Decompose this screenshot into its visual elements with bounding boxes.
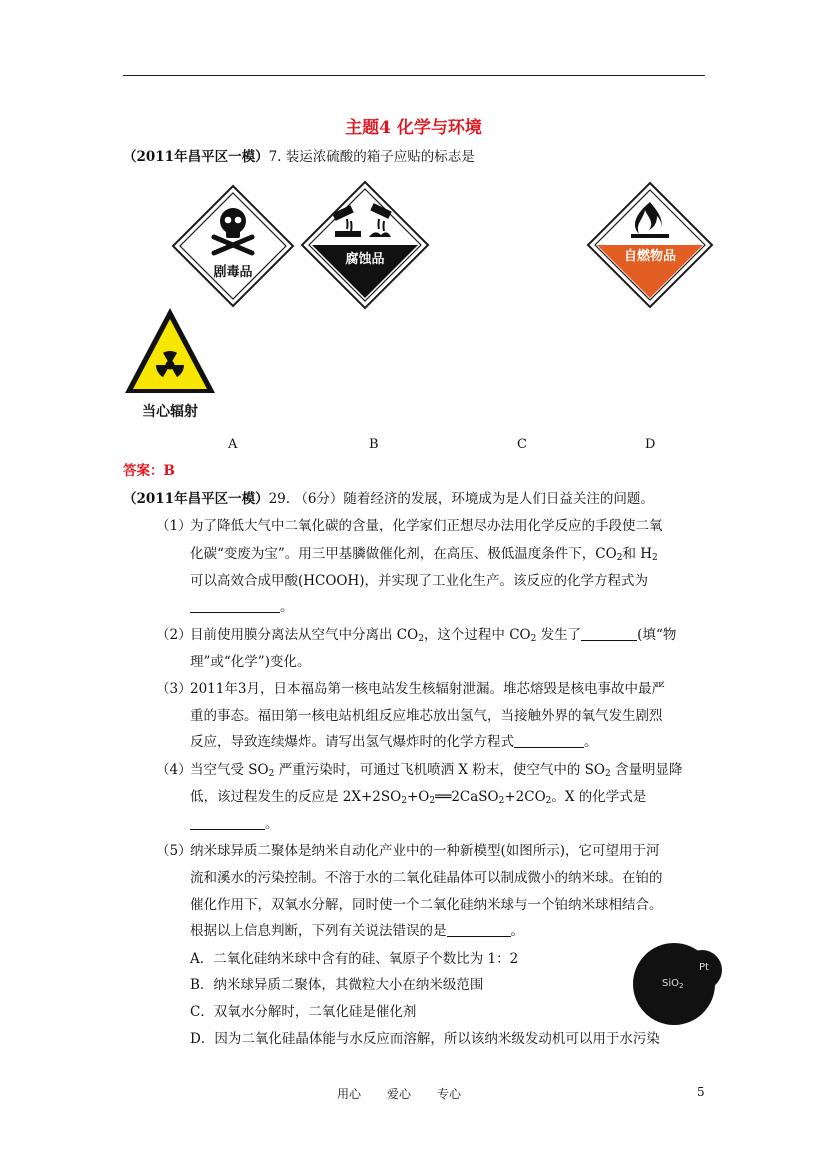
toxic-sign <box>170 183 296 309</box>
subscript: 2 <box>268 769 275 779</box>
part-5-line-4-end: 。 <box>510 923 524 939</box>
option-d-label: D <box>645 437 656 452</box>
answer-blank-2[interactable] <box>581 627 637 641</box>
part-3-line-2: 重的事态。福田第一核电站机组反应堆芯放出氢气，当接触外界的氧气发生剧烈 <box>190 708 663 724</box>
question-7 <box>123 148 475 166</box>
part-5-line-2: 流和溪水的污染控制。不溶于水的二氧化硅晶体可以制成微小的纳米球。在铂的 <box>190 870 663 886</box>
part-1-number: （1） <box>156 518 192 534</box>
part-3-number: （3） <box>156 681 192 697</box>
part-1-line-2-text: 化碳“变废为宝”。用三甲基膦做催化剂，在高压、极低温度条件下，CO <box>190 546 617 562</box>
part-1-line-1: 为了降低大气中二氧化碳的含量，化学家们正想尽办法用化学反应的手段使二氧 <box>190 518 663 534</box>
part-3-line-3-end: 。 <box>584 734 598 750</box>
answer <box>123 462 175 480</box>
sio2-label: SiO$_2$ <box>662 978 684 990</box>
corrosive-sign <box>299 179 431 311</box>
header-rule <box>123 75 705 76</box>
combustible-sign-label: 自燃物品 <box>623 249 677 264</box>
part-3-line-1: 2011年3月，日本福岛第一核电站发生核辐射泄漏。堆芯熔毁是核电事故中最严 <box>190 681 665 697</box>
answer-label: 答案： <box>123 463 164 479</box>
part-4-line-2 <box>190 788 646 806</box>
subscript: 2 <box>418 634 424 644</box>
question-29-head <box>123 490 654 508</box>
part-1-line-4-end: 。 <box>280 599 294 615</box>
answer-value: B <box>163 463 175 479</box>
part-1-line-2-text-b: 和 H <box>622 546 653 562</box>
part-2-text-c: 发生了 <box>536 627 582 643</box>
choice-d: D．因为二氧化硅晶体能与水反应而溶解，所以该纳米级发动机可以用于水污染 <box>190 1031 660 1047</box>
part-2-line-2: 理”或“化学”)变化。 <box>190 654 311 670</box>
answer-blank-5[interactable] <box>447 923 511 937</box>
part-5-line-4 <box>190 922 524 940</box>
subscript: 2 <box>652 553 658 563</box>
part-1-line-2 <box>190 545 658 563</box>
footer-text-2: 爱心 <box>387 1087 412 1101</box>
part-3-line-3 <box>190 733 598 751</box>
part-5-line-1: 纳米球异质二聚体是纳米自动化产业中的一种新模型(如图所示)，它可望用于河 <box>190 843 660 859</box>
subscript: 2 <box>498 796 505 806</box>
choice-a: A．二氧化硅纳米球中含有的硅、氧原子个数比为 1：2 <box>190 951 519 967</box>
subscript: 2 <box>429 796 436 806</box>
part-5-line-4-text: 根据以上信息判断，下列有关说法错误的是 <box>190 923 447 939</box>
part-4-eq-c: ══2CaSO <box>435 789 499 805</box>
subscript: 2 <box>604 769 611 779</box>
question-29-source: （2011年昌平区一模） <box>123 491 269 507</box>
part-2-text-b: ，这个过程中 CO <box>423 627 531 643</box>
part-1-line-4 <box>190 598 294 616</box>
page-number: 5 <box>697 1085 705 1099</box>
subscript: 2 <box>401 796 407 806</box>
option-a-label: A <box>228 437 238 452</box>
question-7-text: 7. 装运浓硫酸的箱子应贴的标志是 <box>268 149 475 165</box>
part-4-eq-b: +O <box>406 789 430 805</box>
radiation-sign <box>122 305 218 425</box>
answer-blank-1[interactable] <box>190 599 280 613</box>
answer-blank-3[interactable] <box>514 734 584 748</box>
part-4-text-c: 含量明显降 <box>610 762 683 778</box>
question-29-text: 29. （6分）随着经济的发展，环境成为是人们日益关注的问题。 <box>268 491 654 507</box>
part-4-eq-e: 。X 的化学式是 <box>551 789 647 805</box>
choice-b: B．纳米球异质二聚体，其微粒大小在纳米级范围 <box>190 977 484 993</box>
option-c-label: C <box>517 437 527 452</box>
part-2-line-1 <box>190 626 676 644</box>
part-4-text-b: 严重污染时，可通过飞机喷洒 X 粉末，使空气中的 SO <box>274 762 605 778</box>
part-4-eq-d: +2CO <box>504 789 546 805</box>
footer-text-1: 用心 <box>337 1087 362 1101</box>
page-title: 主题4 化学与环境 <box>345 118 482 138</box>
question-7-source: （2011年昌平区一模） <box>123 149 269 165</box>
part-2-text-a: 目前使用膜分离法从空气中分离出 CO <box>190 627 419 643</box>
option-b-label: B <box>369 437 379 452</box>
part-2-text-d: (填“物 <box>637 627 677 643</box>
part-2-number: （2） <box>156 627 192 643</box>
part-4-line-3 <box>190 815 279 833</box>
part-4-line-1 <box>190 761 682 779</box>
part-4-line-3-end: 。 <box>265 816 279 832</box>
subscript: 2 <box>530 634 537 644</box>
toxic-sign-label: 剧毒品 <box>213 265 253 280</box>
subscript: 2 <box>545 796 552 806</box>
part-1-line-3: 可以高效合成甲酸(HCOOH)，并实现了工业化生产。该反应的化学方程式为 <box>190 573 649 589</box>
corrosive-sign-label: 腐蚀品 <box>345 252 385 267</box>
part-4-text-a: 当空气受 SO <box>190 762 269 778</box>
part-5-number: （5） <box>156 843 192 859</box>
choice-c: C．双氧水分解时，二氧化硅是催化剂 <box>190 1004 417 1020</box>
part-5-line-3: 催化作用下，双氧水分解，同时使一个二氧化硅纳米球与一个铂纳米球相结合。 <box>190 897 663 913</box>
subscript: 2 <box>616 553 623 563</box>
answer-blank-4[interactable] <box>190 816 265 830</box>
radiation-sign-label: 当心辐射 <box>142 404 198 420</box>
part-4-number: （4） <box>156 762 192 778</box>
part-4-eq-a: 低，该过程发生的反应是 2X+2SO <box>190 789 402 805</box>
combustible-sign <box>585 180 715 310</box>
footer-text-3: 专心 <box>437 1087 462 1101</box>
part-3-line-3-text: 反应，导致连续爆炸。请写出氢气爆炸时的化学方程式 <box>190 734 514 750</box>
nano-dimer-figure <box>630 938 726 1026</box>
pt-label: Pt <box>699 962 709 973</box>
